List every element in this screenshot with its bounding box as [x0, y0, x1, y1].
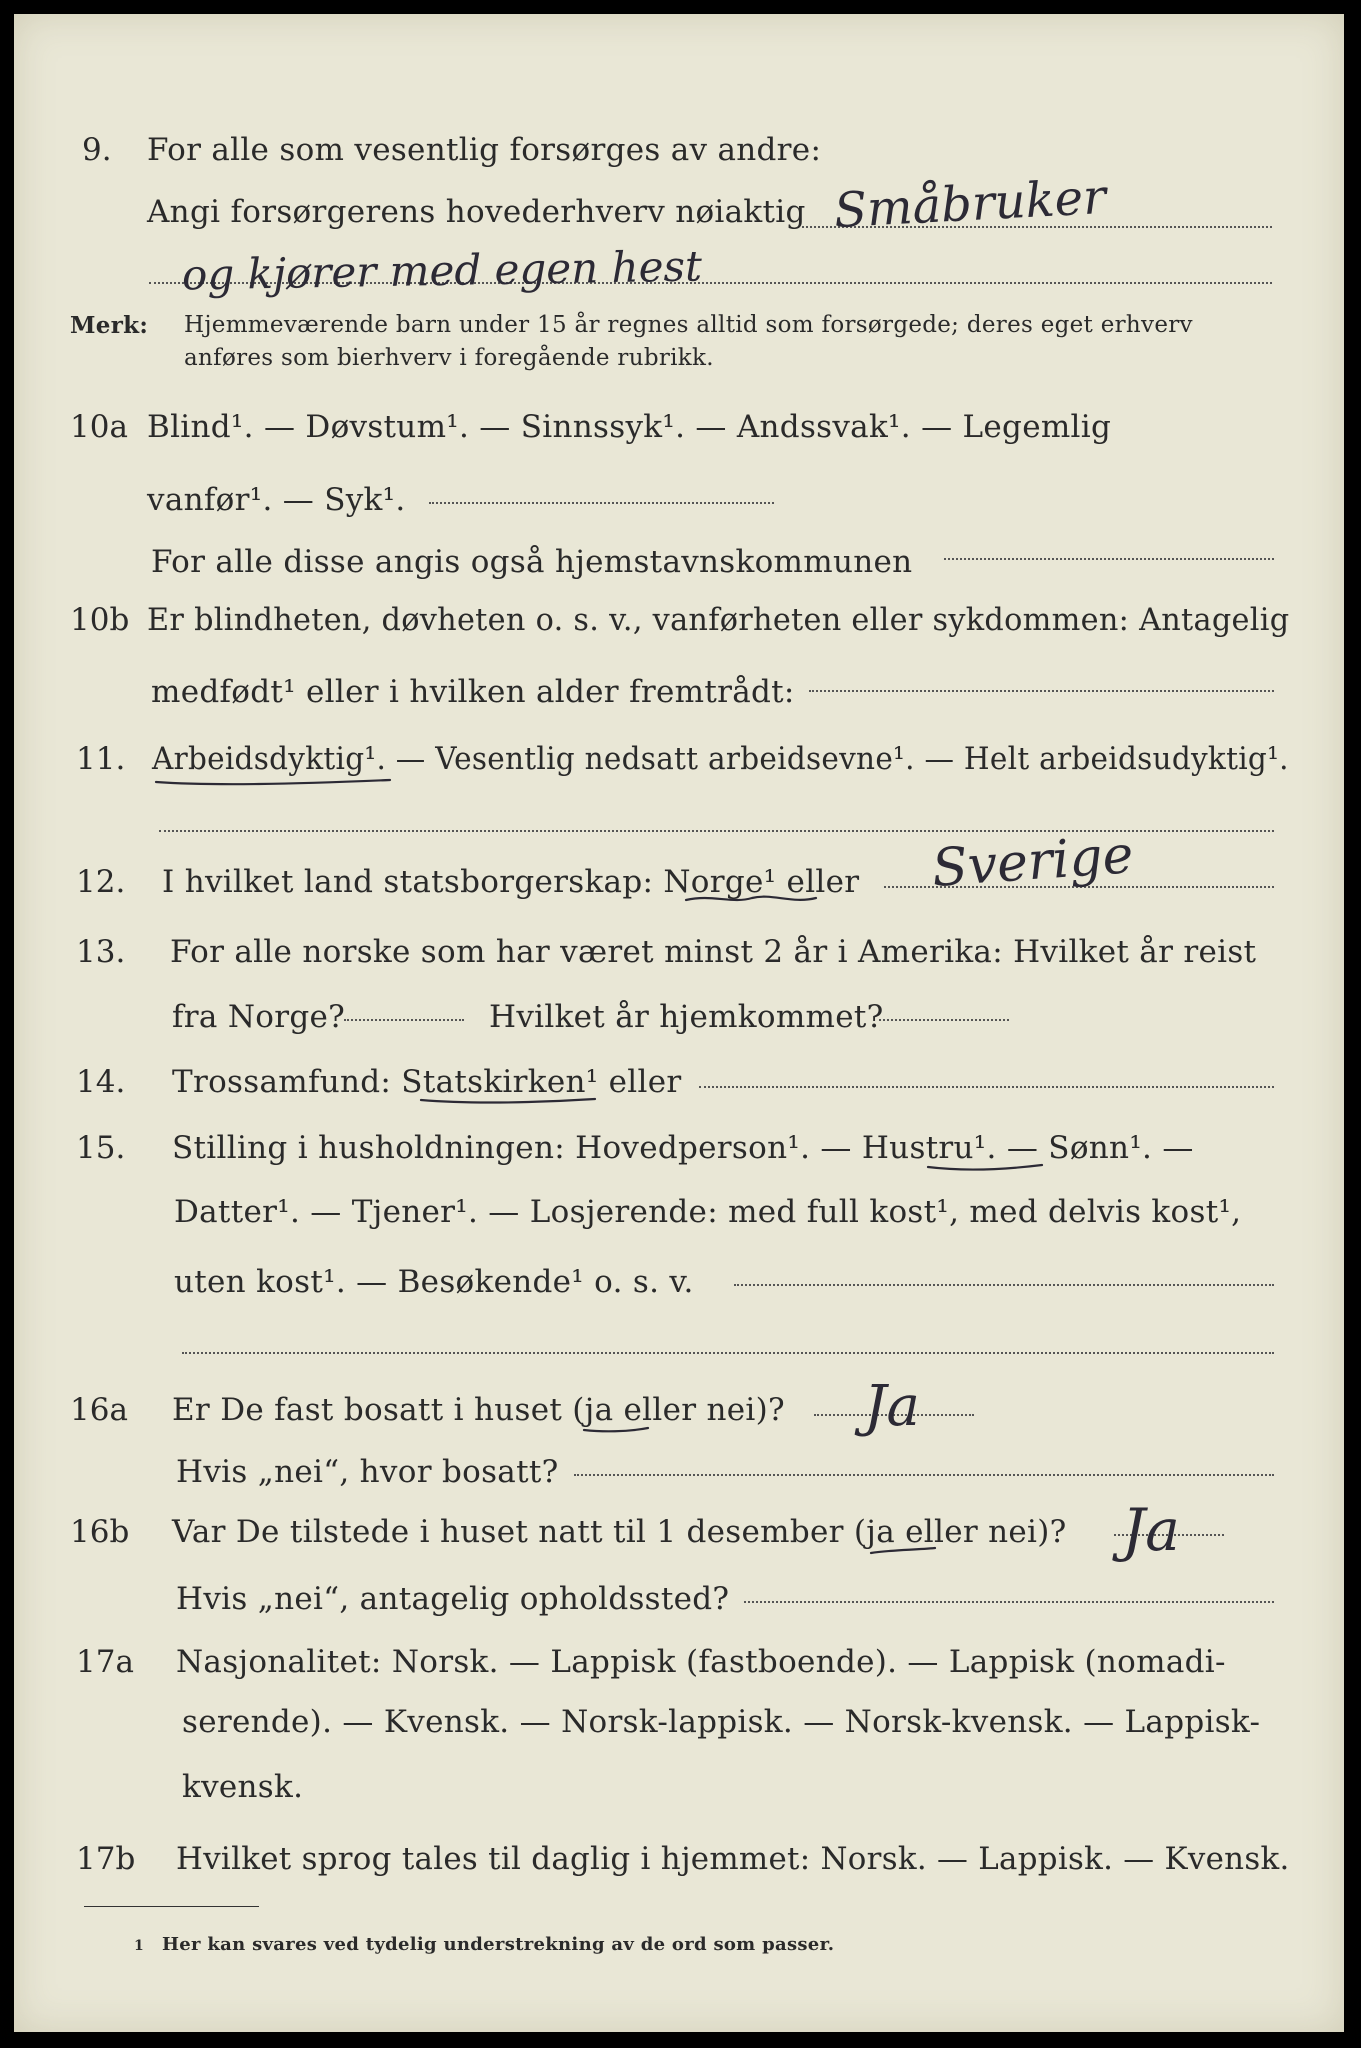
- q15-answer-line2: [182, 1352, 1274, 1354]
- q10a-answer-line: [429, 502, 774, 504]
- q16b-underline-mark: [869, 1544, 939, 1562]
- q14-line1: Trossamfund: Statskirken¹ eller: [172, 1064, 682, 1100]
- footnote-text: Her kan svares ved tydelig understrekning av de ord som passer.: [162, 1934, 835, 1955]
- q16b-line2: Hvis „nei“, antagelig opholdssted?: [176, 1581, 730, 1617]
- merk-label: Merk:: [70, 312, 149, 339]
- q17a-number: 17a: [76, 1644, 134, 1680]
- q17a-line2: serende). — Kvensk. — Norsk-lappisk. — Norsk-kvensk. — Lappisk-: [182, 1704, 1261, 1740]
- q15-line1: Stilling i husholdningen: Hovedperson¹. — Hustru¹. — Sønn¹. —: [172, 1130, 1194, 1166]
- q16a-underline-mark: [582, 1422, 652, 1440]
- footnote-mark: 1: [134, 1938, 145, 1954]
- q16b-number: 16b: [70, 1514, 130, 1550]
- q17a-line3: kvensk.: [182, 1769, 304, 1805]
- q10a-line1: Blind¹. — Døvstum¹. — Sinnssyk¹. — Andssvak¹. — Legemlig: [147, 409, 1112, 445]
- q12-line1: I hvilket land statsborgerskap: Norge¹ eller: [162, 864, 860, 900]
- q16a-line1: Er De fast bosatt i huset (ja eller nei)?: [172, 1392, 785, 1428]
- q16a-handwritten-answer: Ja: [864, 1374, 920, 1439]
- q16a-bosatt-line: [574, 1474, 1274, 1476]
- q10a-line3: For alle disse angis også hjemstavnskommunen: [151, 544, 913, 580]
- q16b-handwritten-answer: Ja: [1122, 1496, 1180, 1564]
- q12-number: 12.: [76, 864, 126, 900]
- q13-hjemkommet-line: [879, 1019, 1009, 1021]
- q17b-line1: Hvilket sprog tales til daglig i hjemmet: Norsk. — Lappisk. — Kvensk.: [176, 1841, 1290, 1877]
- footnote-rule: [84, 1906, 259, 1907]
- q13-line2b: Hvilket år hjemkommet?: [489, 999, 884, 1035]
- census-form-page: [14, 14, 1344, 2032]
- q15-line2: Datter¹. — Tjener¹. — Losjerende: med full kost¹, med delvis kost¹,: [174, 1194, 1242, 1230]
- merk-line2: anføres som bierhverv i foregående rubrikk.: [184, 345, 714, 371]
- q13-number: 13.: [76, 934, 126, 970]
- q16a-number: 16a: [70, 1392, 128, 1428]
- q9-line1: For alle som vesentlig forsørges av andre:: [147, 132, 822, 168]
- q9-handwritten-answer1: Småbruker: [832, 168, 1108, 240]
- q16b-line1: Var De tilstede i huset natt til 1 desember (ja eller nei)?: [172, 1514, 1067, 1550]
- q10a-number: 10a: [70, 409, 128, 445]
- q17b-number: 17b: [76, 1841, 136, 1877]
- q10b-line2: medfødt¹ eller i hvilken alder fremtrådt:: [151, 674, 795, 710]
- q15-number: 15.: [76, 1130, 126, 1166]
- q17a-line1: Nasjonalitet: Norsk. — Lappisk (fastboende). — Lappisk (nomadi-: [176, 1644, 1226, 1680]
- q10a-kommune-line: [944, 558, 1274, 560]
- q14-answer-line: [699, 1086, 1274, 1088]
- q15-line3: uten kost¹. — Besøkende¹ o. s. v.: [174, 1264, 694, 1300]
- q13-line1: For alle norske som har været minst 2 år i Amerika: Hvilket år reist: [170, 934, 1257, 970]
- q15-answer-line1: [734, 1284, 1274, 1286]
- q14-number: 14.: [76, 1064, 126, 1100]
- q13-line2a: fra Norge?: [172, 999, 346, 1035]
- q15-underline-mark: [926, 1159, 1046, 1179]
- q9-line2: Angi forsørgerens hovederhverv nøiaktig: [147, 194, 806, 230]
- q10b-number: 10b: [70, 602, 130, 638]
- merk-line1: Hjemmeværende barn under 15 år regnes alltid som forsørgede; deres eget erhverv: [184, 312, 1193, 338]
- q9-handwritten-answer2: og kjører med egen hest: [181, 241, 703, 300]
- q14-underline-mark: [419, 1092, 599, 1112]
- q12-strike-mark: [682, 890, 822, 912]
- q12-handwritten-answer: Sverige: [930, 825, 1136, 899]
- q10b-answer-line: [809, 690, 1274, 692]
- q9-number: 9.: [82, 132, 112, 168]
- q11-underline-mark: [154, 772, 394, 792]
- q16b-opholdssted-line: [744, 1601, 1274, 1603]
- q10b-line1: Er blindheten, døvheten o. s. v., vanførheten eller sykdommen: Antagelig: [147, 602, 1290, 638]
- q11-line1: Arbeidsdyktig¹. — Vesentlig nedsatt arbeidsevne¹. — Helt arbeidsudyktig¹.: [152, 741, 1289, 777]
- q11-number: 11.: [76, 741, 126, 777]
- q13-reist-line: [344, 1019, 464, 1021]
- q16a-line2: Hvis „nei“, hvor bosatt?: [176, 1454, 559, 1490]
- q10a-line2: vanfør¹. — Syk¹.: [147, 482, 406, 518]
